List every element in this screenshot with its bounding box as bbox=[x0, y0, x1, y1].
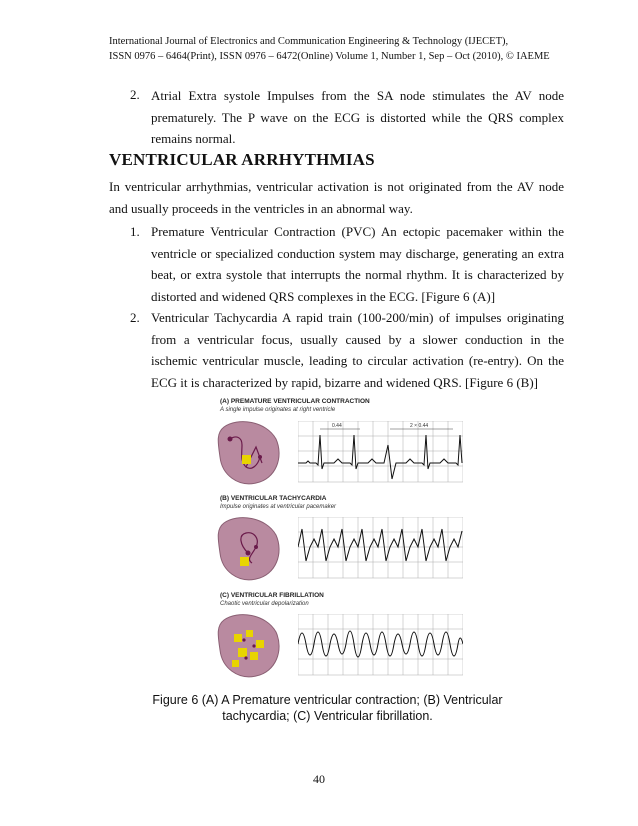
section-intro: In ventricular arrhythmias, ventricular activation is not originated from the AV node and usually proceeds in the ventricles in an abnormal way. bbox=[109, 179, 564, 216]
heart-diagram-a bbox=[216, 417, 284, 487]
header-line-1: International Journal of Electronics and Communication Engineering & Technology (IJECET), bbox=[109, 36, 509, 47]
section-heading: VENTRICULAR ARRHYTHMIAS bbox=[109, 150, 375, 169]
ecg-strip-c bbox=[298, 614, 463, 676]
panel-a-subtitle: A single impulse originates at right ventricle bbox=[220, 407, 336, 413]
interval-label: 0.44 bbox=[332, 423, 342, 429]
list-item-number: 2. bbox=[130, 310, 140, 325]
interval-label: 2 × 0.44 bbox=[410, 423, 429, 429]
header-line-2: ISSN 0976 – 6464(Print), ISSN 0976 – 6472(Online) Volume 1, Number 1, Sep – Oct (2010), © IAEME bbox=[109, 51, 550, 62]
ecg-strip-a bbox=[298, 421, 463, 483]
figure-caption: Figure 6 (A) A Premature ventricular contraction; (B) Ventricular tachycardia; (C) Ventricular fibrillation. bbox=[152, 693, 503, 723]
page-number: 40 bbox=[313, 772, 325, 786]
list-item-vt: Ventricular Tachycardia A rapid train (100-200/min) of impulses originating from a ventricular focus, usually caused by a slower conduction in the ischemic ventricular muscle, leading to circular activation (re-entry). On the ECG it is characterized by rapid, bizarre and widened QRS. [Figure 6 (B)] bbox=[151, 310, 564, 390]
heart-diagram-c bbox=[216, 610, 284, 678]
panel-b-subtitle: Impulse originates at ventricular pacemaker bbox=[220, 504, 337, 510]
list-item-number: 1. bbox=[130, 224, 140, 239]
heart-diagram-b bbox=[216, 513, 284, 581]
list-item-pvc: Premature Ventricular Contraction (PVC) An ectopic pacemaker within the ventricle or specialized conduction system may discharge, generating an extra beat, or extra systole that interrupts the normal rhythm. It is characterized by distorted and widened QRS complexes in the ECG. [Figure 6 (A)] bbox=[151, 224, 564, 304]
panel-c-title: (C) VENTRICULAR FIBRILLATION bbox=[220, 592, 324, 599]
figure-6 bbox=[212, 395, 467, 680]
panel-a-title: (A) PREMATURE VENTRICULAR CONTRACTION bbox=[220, 398, 370, 405]
panel-c-subtitle: Chaotic ventricular depolarization bbox=[220, 601, 309, 607]
list-top-number: 2. bbox=[130, 87, 140, 102]
journal-header bbox=[109, 34, 569, 64]
panel-b-title: (B) VENTRICULAR TACHYCARDIA bbox=[220, 495, 327, 502]
ecg-strip-b bbox=[298, 517, 463, 579]
list-top-text: Atrial Extra systole Impulses from the SA node stimulates the AV node prematurely. The P wave on the ECG is distorted while the QRS complex remains normal. bbox=[151, 88, 564, 146]
